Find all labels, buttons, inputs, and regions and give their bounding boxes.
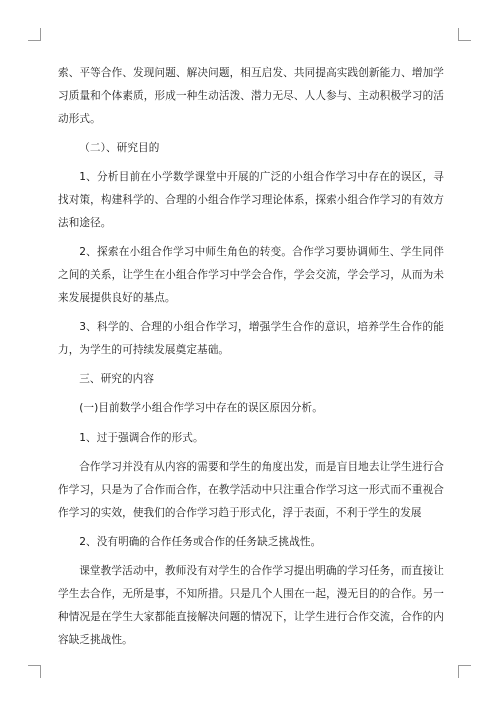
paragraph-continuation: 索、平等合作、发现问题、解决问题，相互启发、共同提高实践创新能力、增加学习质量和个体素质，形成一种生动活泼、潜力无尽、人人参与、主动积极学习的活动形式。: [58, 67, 444, 125]
paragraph-purpose-1: 1、分析目前在小学数学课堂中开展的广泛的小组合作学习中存在的误区，寻找对策，构建科学的、合理的小组合作学习理论体系，探索小组合作学习的有效方法和途径。: [58, 171, 444, 229]
subsection-heading-misconceptions: (一)目前数学小组合作学习中存在的误区原因分析。: [79, 402, 323, 415]
crop-mark-bottom-right: [458, 665, 471, 678]
crop-mark-top-right: [458, 28, 471, 41]
section-heading-research-content: 三、研究的内容: [79, 373, 155, 386]
crop-mark-bottom-left: [28, 665, 41, 678]
crop-mark-top-left: [28, 28, 41, 41]
paragraph-item-2: 课堂教学活动中，教师没有对学生的合作学习提出明确的学习任务，而直接让学生去合作，无所是事，不知所措。只是几个人围在一起，漫无目的的合作。另一种情况是在学生大家都能直接解决问题的情况下，让学生进行合作交流，合作的内容缺乏挑战性。: [58, 565, 444, 646]
paragraph-purpose-2: 2、探索在小组合作学习中师生角色的转变。合作学习要协调师生、学生同伴之间的关系，让学生在小组合作学习中学会合作，学会交流，学会学习，从而为未来发展提供良好的基点。: [58, 246, 444, 304]
item-heading-2: 2、没有明确的合作任务或合作的任务缺乏挑战性。: [79, 535, 322, 548]
paragraph-item-1: 合作学习并没有从内容的需要和学生的角度出发，而是盲目地去让学生进行合作学习，只是为了合作而合作，在教学活动中只注重合作学习这一形式而不重视合作学习的实效，使我们的合作学习趋于形式化，浮于表面，不利于学生的发展: [58, 460, 444, 519]
section-heading-research-purpose: （二）、研究目的: [79, 141, 160, 154]
paragraph-purpose-3: 3、科学的、合理的小组合作学习，增强学生合作的意识，培养学生合作的能力，为学生的可持续发展奠定基础。: [58, 320, 444, 356]
item-heading-1: 1、过于强调合作的形式。: [79, 431, 204, 444]
document-body: [58, 62, 444, 658]
